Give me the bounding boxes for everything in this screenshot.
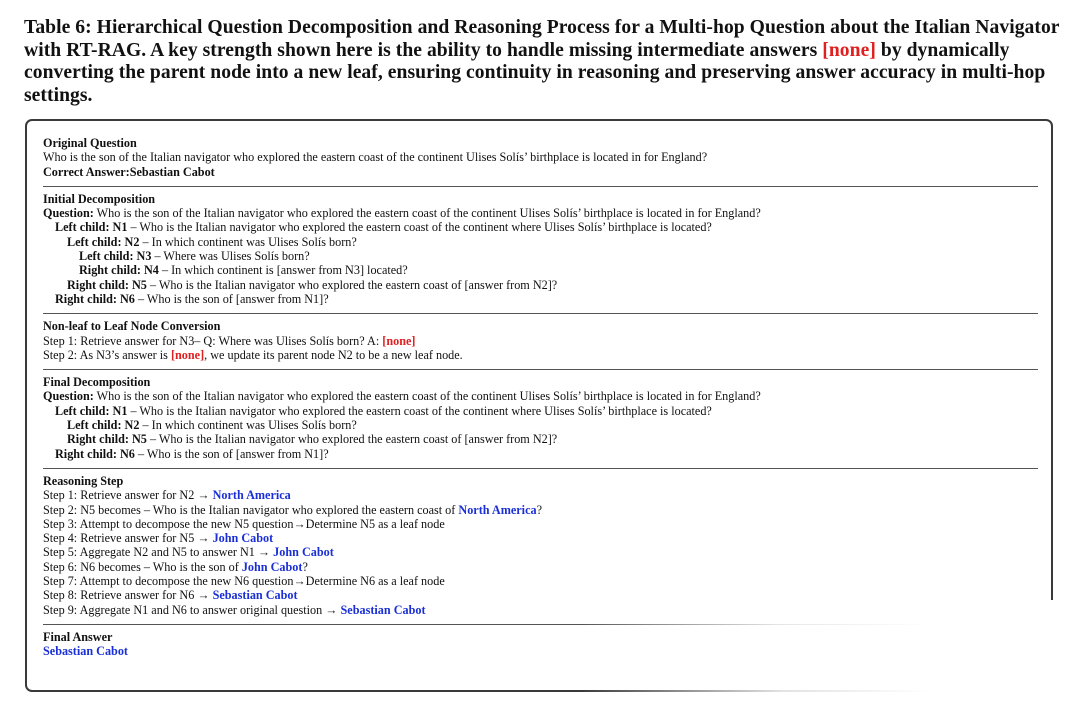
final-node-n1: Left child: N1 – Who is the Italian navigator who explored the eastern coast of the continent where Ulises Solís’ birthplace is located?	[55, 403, 712, 418]
final-decomposition-heading: Final Decomposition	[43, 375, 151, 390]
final-question: Question: Who is the son of the Italian navigator who explored the eastern coast of the continent Ulises Solís’ birthplace is located in for England?	[43, 389, 761, 404]
section-divider	[43, 313, 1038, 314]
reasoning-step-9: Step 9: Aggregate N1 and N6 to answer original question → Sebastian Cabot	[43, 602, 426, 617]
reasoning-step-2: Step 2: N5 becomes – Who is the Italian navigator who explored the eastern coast of North America?	[43, 502, 542, 517]
reasoning-heading: Reasoning Step	[43, 473, 124, 488]
original-question-heading: Original Question	[43, 136, 137, 150]
section-divider	[43, 186, 1038, 187]
final-node-n5: Right child: N5 – Who is the Italian navigator who explored the eastern coast of [answer from N2]?	[67, 432, 558, 447]
correct-answer: Correct Answer:Sebastian Cabot	[43, 164, 215, 179]
initial-node-n5: Right child: N5 – Who is the Italian navigator who explored the eastern coast of [answer from N2]?	[67, 277, 558, 292]
reasoning-step-1: Step 1: Retrieve answer for N2 → North America	[43, 488, 291, 503]
reasoning-step-7: Step 7: Attempt to decompose the new N6 question→Determine N6 as a leaf node	[43, 574, 445, 589]
initial-node-n1: Left child: N1 – Who is the Italian navigator who explored the eastern coast of the continent where Ulises Solís’ birthplace is located?	[55, 220, 712, 235]
final-answer-heading: Final Answer	[43, 629, 113, 644]
table-content	[43, 136, 1038, 659]
reasoning-step-4: Step 4: Retrieve answer for N5 → John Cabot	[43, 531, 274, 546]
initial-node-n6: Right child: N6 – Who is the son of [answer from N1]?	[55, 291, 329, 306]
final-node-n6: Right child: N6 – Who is the son of [answer from N1]?	[55, 446, 329, 461]
conversion-step-1: Step 1: Retrieve answer for N3– Q: Where was Ulises Solís born? A: [none]	[43, 333, 416, 348]
initial-node-n3: Left child: N3 – Where was Ulises Solís born?	[79, 249, 310, 264]
reasoning-step-6: Step 6: N6 becomes – Who is the son of John Cabot?	[43, 559, 308, 574]
final-answer-text: Sebastian Cabot	[43, 644, 128, 659]
caption-none-highlight: [none]	[822, 39, 876, 61]
conversion-step-2: Step 2: As N3’s answer is [none], we update its parent node N2 to be a new leaf node.	[43, 347, 463, 362]
final-node-n2: Left child: N2 – In which continent was Ulises Solís born?	[67, 418, 357, 433]
caption-text-1: Table 6: Hierarchical Question Decomposition and Reasoning Process for a Multi-hop Question about the Italian Navigator with RT-RAG. A key strength shown here is the ability to handle missing intermediate answers	[24, 17, 1060, 61]
conversion-heading: Non-leaf to Leaf Node Conversion	[43, 319, 221, 334]
initial-node-n2: Left child: N2 – In which continent was Ulises Solís born?	[67, 234, 357, 249]
caption-text-2: by dynamically converting the parent node into a new leaf, ensuring continuity in reasoning and preserving answer accuracy in multi-hop settings.	[24, 39, 1046, 106]
reasoning-step-3: Step 3: Attempt to decompose the new N5 question→Determine N5 as a leaf node	[43, 516, 445, 531]
table-caption	[24, 17, 1064, 107]
reasoning-step-8: Step 8: Retrieve answer for N6 → Sebastian Cabot	[43, 588, 298, 603]
initial-node-n4: Right child: N4 – In which continent is [answer from N3] located?	[79, 263, 408, 278]
initial-question: Question: Who is the son of the Italian navigator who explored the eastern coast of the continent Ulises Solís’ birthplace is located in for England?	[43, 206, 761, 221]
fade-overlay	[580, 600, 1080, 712]
section-divider	[43, 468, 1038, 469]
reasoning-step-5: Step 5: Aggregate N2 and N5 to answer N1 → John Cabot	[43, 545, 334, 560]
original-question-text: Who is the son of the Italian navigator who explored the eastern coast of the continent Ulises Solís’ birthplace is located in for England?	[43, 150, 708, 165]
section-divider	[43, 369, 1038, 370]
initial-decomposition-heading: Initial Decomposition	[43, 191, 156, 206]
